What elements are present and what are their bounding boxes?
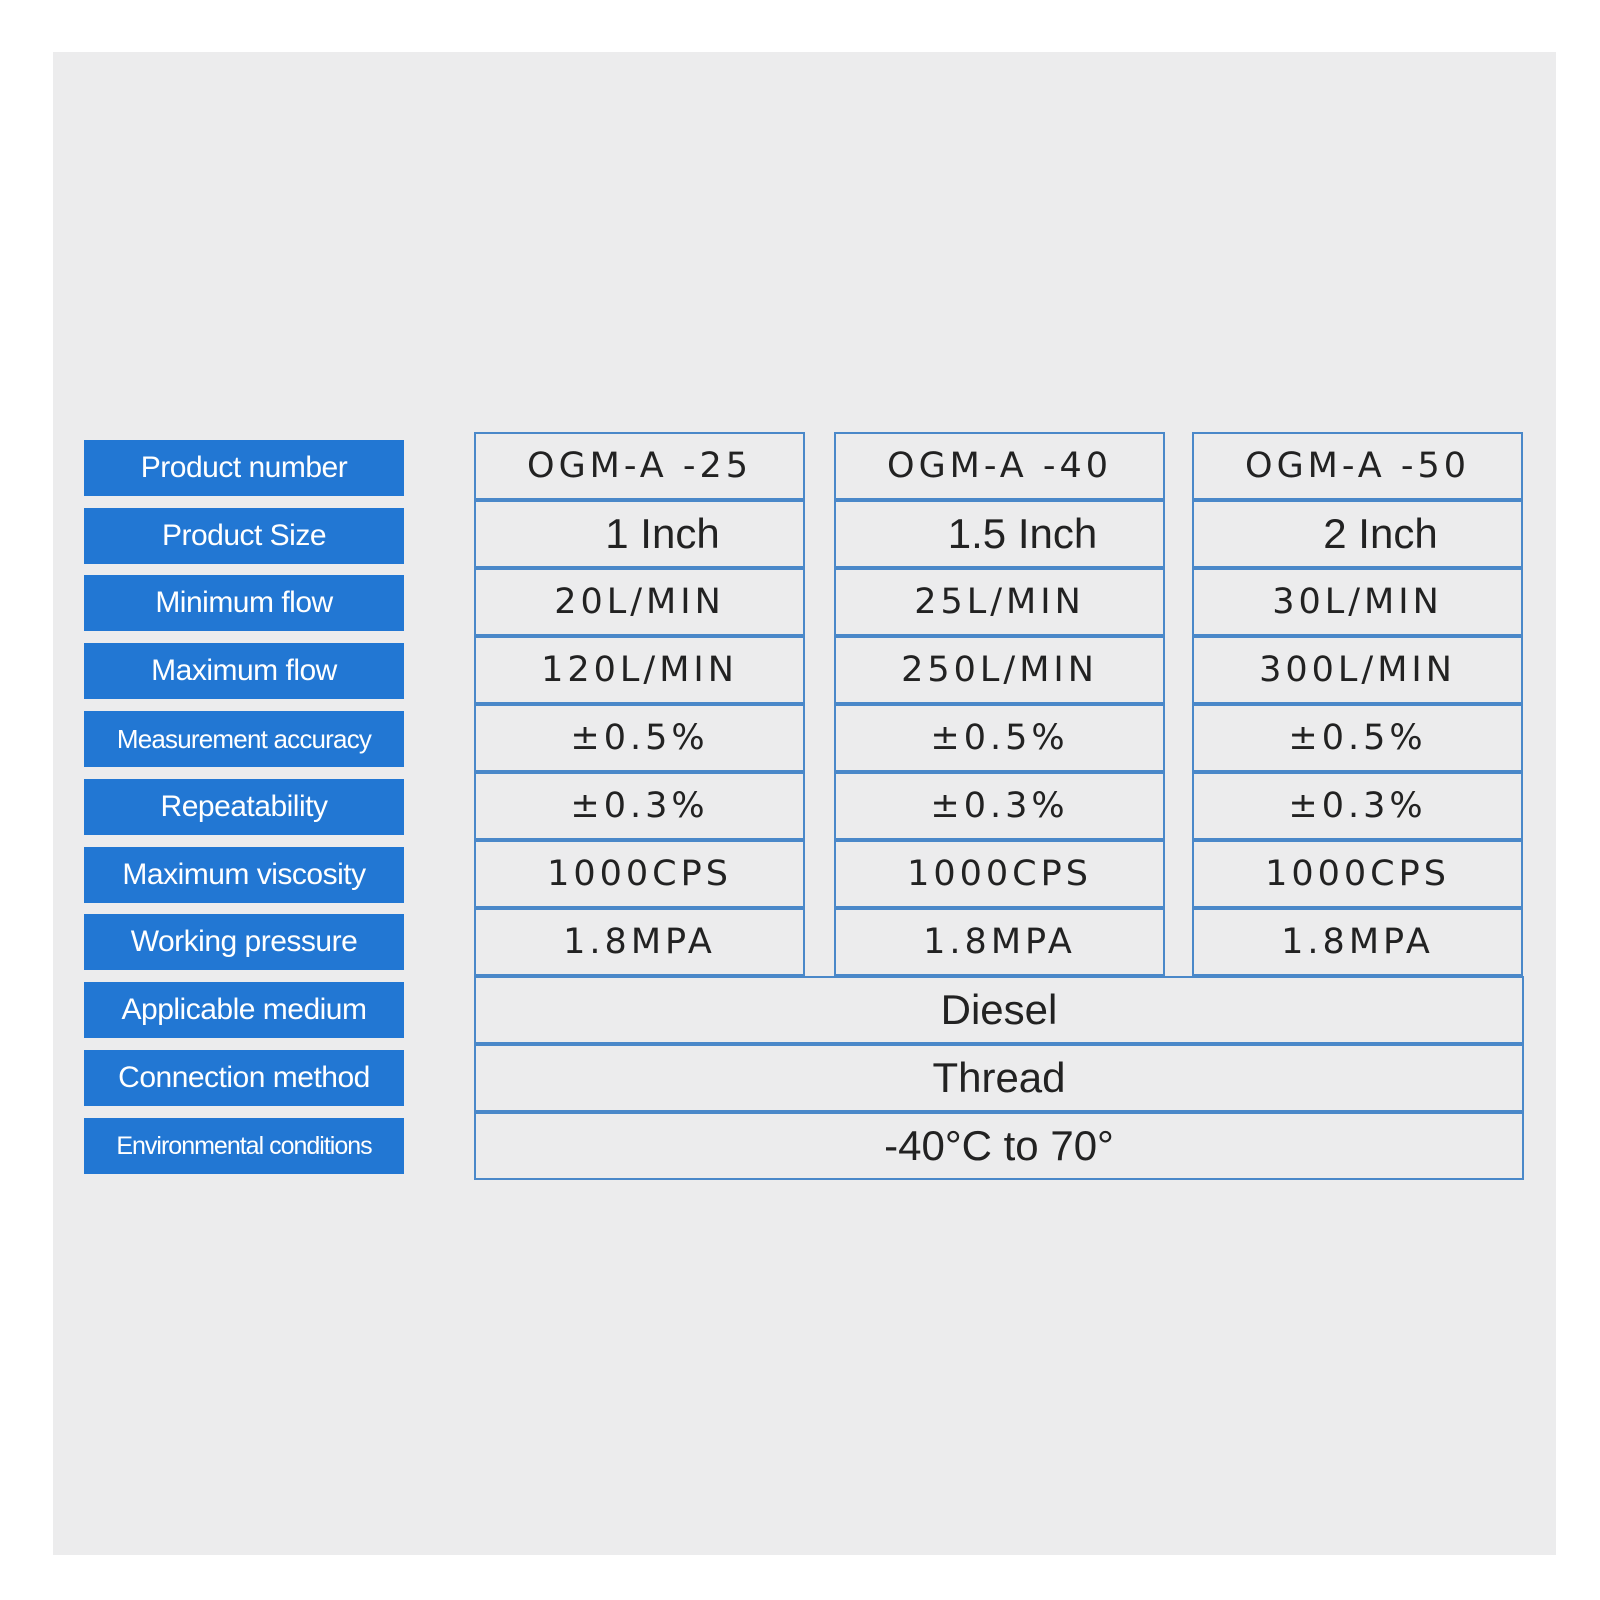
label-environmental-conditions: Environmental conditions <box>84 1118 404 1174</box>
accuracy-cell: ±0.5% <box>834 704 1165 772</box>
product-number-cell: OGM-A -25 <box>474 432 805 500</box>
label-applicable-medium: Applicable medium <box>84 982 404 1038</box>
accuracy-cell: ±0.5% <box>1192 704 1523 772</box>
maximum-flow-cell: 120L/MIN <box>474 636 805 704</box>
label-maximum-flow: Maximum flow <box>84 643 404 699</box>
repeatability-cell: ±0.3% <box>1192 772 1523 840</box>
viscosity-cell: 1000CPS <box>834 840 1165 908</box>
minimum-flow-cell: 25L/MIN <box>834 568 1165 636</box>
applicable-medium-cell: Diesel <box>474 976 1524 1044</box>
pressure-cell: 1.8MPA <box>834 908 1165 976</box>
maximum-flow-cell: 300L/MIN <box>1192 636 1523 704</box>
label-repeatability: Repeatability <box>84 779 404 835</box>
environmental-conditions-cell: -40°C to 70° <box>474 1112 1524 1180</box>
repeatability-cell: ±0.3% <box>834 772 1165 840</box>
label-working-pressure: Working pressure <box>84 914 404 970</box>
accuracy-cell: ±0.5% <box>474 704 805 772</box>
label-maximum-viscosity: Maximum viscosity <box>84 847 404 903</box>
label-product-size: Product Size <box>84 508 404 564</box>
product-size-cell: 1.5 Inch <box>834 500 1165 568</box>
product-size-cell: 1 Inch <box>474 500 805 568</box>
pressure-cell: 1.8MPA <box>1192 908 1523 976</box>
viscosity-cell: 1000CPS <box>1192 840 1523 908</box>
product-size-cell: 2 Inch <box>1192 500 1523 568</box>
connection-method-cell: Thread <box>474 1044 1524 1112</box>
minimum-flow-cell: 20L/MIN <box>474 568 805 636</box>
label-minimum-flow: Minimum flow <box>84 575 404 631</box>
minimum-flow-cell: 30L/MIN <box>1192 568 1523 636</box>
repeatability-cell: ±0.3% <box>474 772 805 840</box>
label-connection-method: Connection method <box>84 1050 404 1106</box>
product-number-cell: OGM-A -50 <box>1192 432 1523 500</box>
maximum-flow-cell: 250L/MIN <box>834 636 1165 704</box>
label-product-number: Product number <box>84 440 404 496</box>
label-measurement-accuracy: Measurement accuracy <box>84 711 404 767</box>
viscosity-cell: 1000CPS <box>474 840 805 908</box>
product-number-cell: OGM-A -40 <box>834 432 1165 500</box>
pressure-cell: 1.8MPA <box>474 908 805 976</box>
